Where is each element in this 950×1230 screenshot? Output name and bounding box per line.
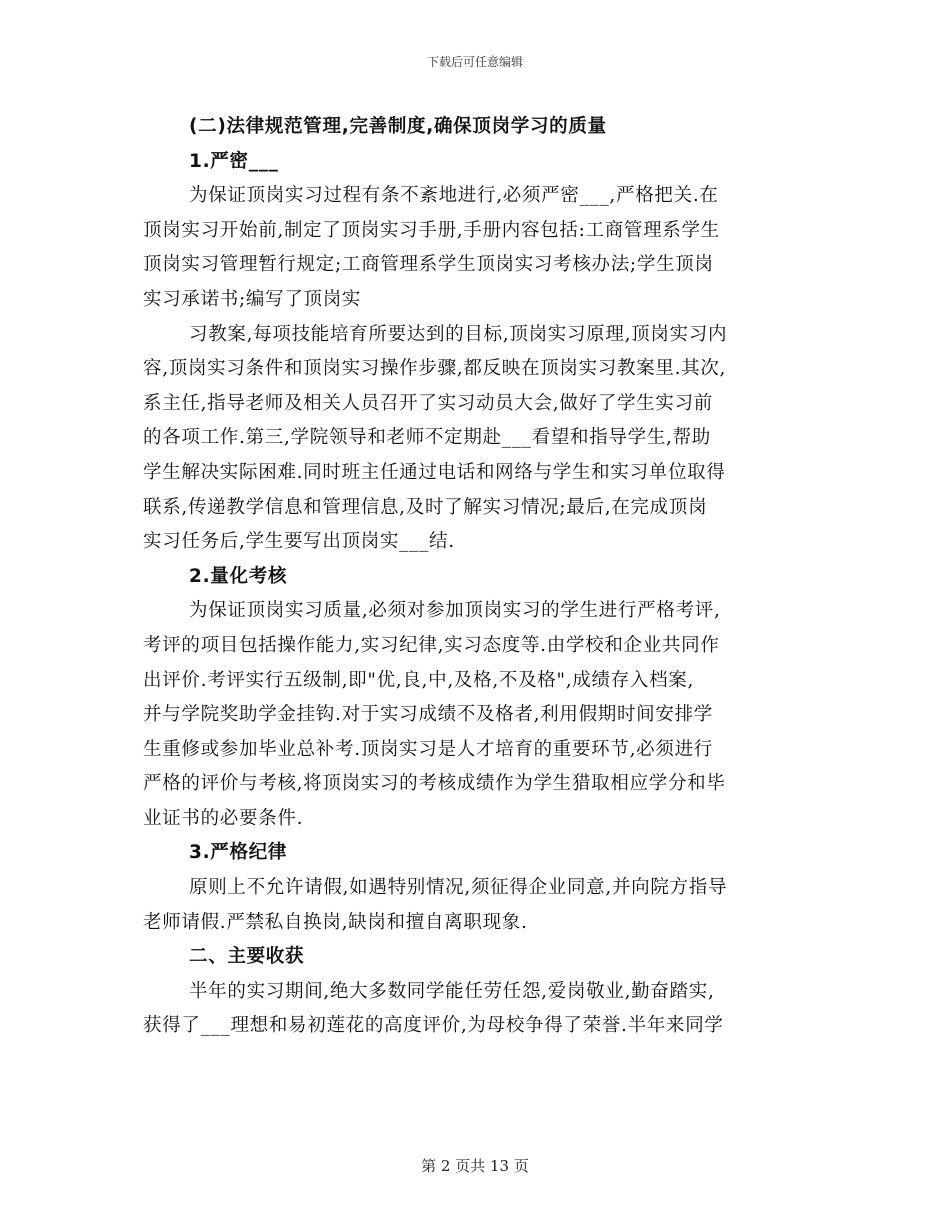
text-line: 为保证顶岗实习过程有条不紊地进行,必须严密___,严格把关.在 xyxy=(189,185,719,207)
item-1-paragraph-2 xyxy=(143,318,807,560)
text-line: 获得了___理想和易初莲花的高度评价,为母校争得了荣誉.半年来同学 xyxy=(143,1015,724,1037)
text-line: 联系,传递教学信息和管理信息,及时了解实习情况;最后,在完成顶岗 xyxy=(143,496,708,518)
text-line: 顶岗实习管理暂行规定;工商管理系学生顶岗实习考核办法;学生顶岗 xyxy=(143,254,714,276)
item-3-paragraph xyxy=(143,871,807,940)
item-1-paragraph-1 xyxy=(143,179,807,317)
text-line: 半年的实习期间,绝大多数同学能任劳任怨,爱岗敬业,勤奋踏实, xyxy=(189,980,715,1002)
text-line: 的各项工作.第三,学院领导和老师不定期赴___看望和指导学生,帮助 xyxy=(143,427,711,449)
text-line: 并与学院奖助学金挂钩.对于实习成绩不及格者,利用假期时间安排学 xyxy=(143,704,713,726)
item-1-heading: 1.严密___ xyxy=(189,150,279,172)
text-line: 业证书的必要条件. xyxy=(143,807,304,829)
text-line: 容,顶岗实习条件和顶岗实习操作步骤,都反映在顶岗实习教案里.其次, xyxy=(143,358,727,380)
text-line: 老师请假.严禁私自换岗,缺岗和擅自离职现象. xyxy=(143,911,528,933)
text-line: 系主任,指导老师及相关人员召开了实习动员大会,做好了学生实习前 xyxy=(143,392,713,414)
item-3-heading: 3.严格纪律 xyxy=(189,842,288,864)
text-line: 为保证顶岗实习质量,必须对参加顶岗实习的学生进行严格考评, xyxy=(189,600,721,622)
text-line: 实习任务后,学生要写出顶岗实___结. xyxy=(143,531,455,553)
page-header: 下载后可任意编辑 xyxy=(426,55,523,69)
item-2-heading: 2.量化考核 xyxy=(189,565,288,587)
text-line: 生重修或参加毕业总补考.顶岗实习是人才培育的重要环节,必须进行 xyxy=(143,738,713,760)
text-line: 学生解决实际困难.同时班主任通过电话和网络与学生和实习单位取得 xyxy=(143,461,726,483)
text-line: 考评的项目包括操作能力,实习纪律,实习态度等.由学校和企业共同作 xyxy=(143,634,720,656)
text-line: 习教案,每项技能培育所要达到的目标,顶岗实习原理,顶岗实习内 xyxy=(189,323,728,345)
section-2-paragraph xyxy=(143,975,807,1044)
text-line: 严格的评价与考核,将顶岗实习的考核成绩作为学生猎取相应学分和毕 xyxy=(143,773,726,795)
text-line: 实习承诺书;编写了顶岗实 xyxy=(143,288,362,310)
text-line: 顶岗实习开始前,制定了顶岗实习手册,手册内容包括:工商管理系学生 xyxy=(143,219,720,241)
text-line: 原则上不允许请假,如遇特别情况,须征得企业同意,并向院方指导 xyxy=(189,877,728,899)
document-body xyxy=(143,110,807,1044)
item-2-paragraph xyxy=(143,594,807,836)
text-line: 出评价.考评实行五级制,即"优,良,中,及格,不及格",成绩存入档案, xyxy=(143,669,695,691)
section-heading: (二)法律规范管理,完善制度,确保顶岗学习的质量 xyxy=(189,116,607,137)
page-footer: 第 2 页共 13 页 xyxy=(421,1157,529,1175)
section-2-heading: 二、主要收获 xyxy=(189,946,305,968)
